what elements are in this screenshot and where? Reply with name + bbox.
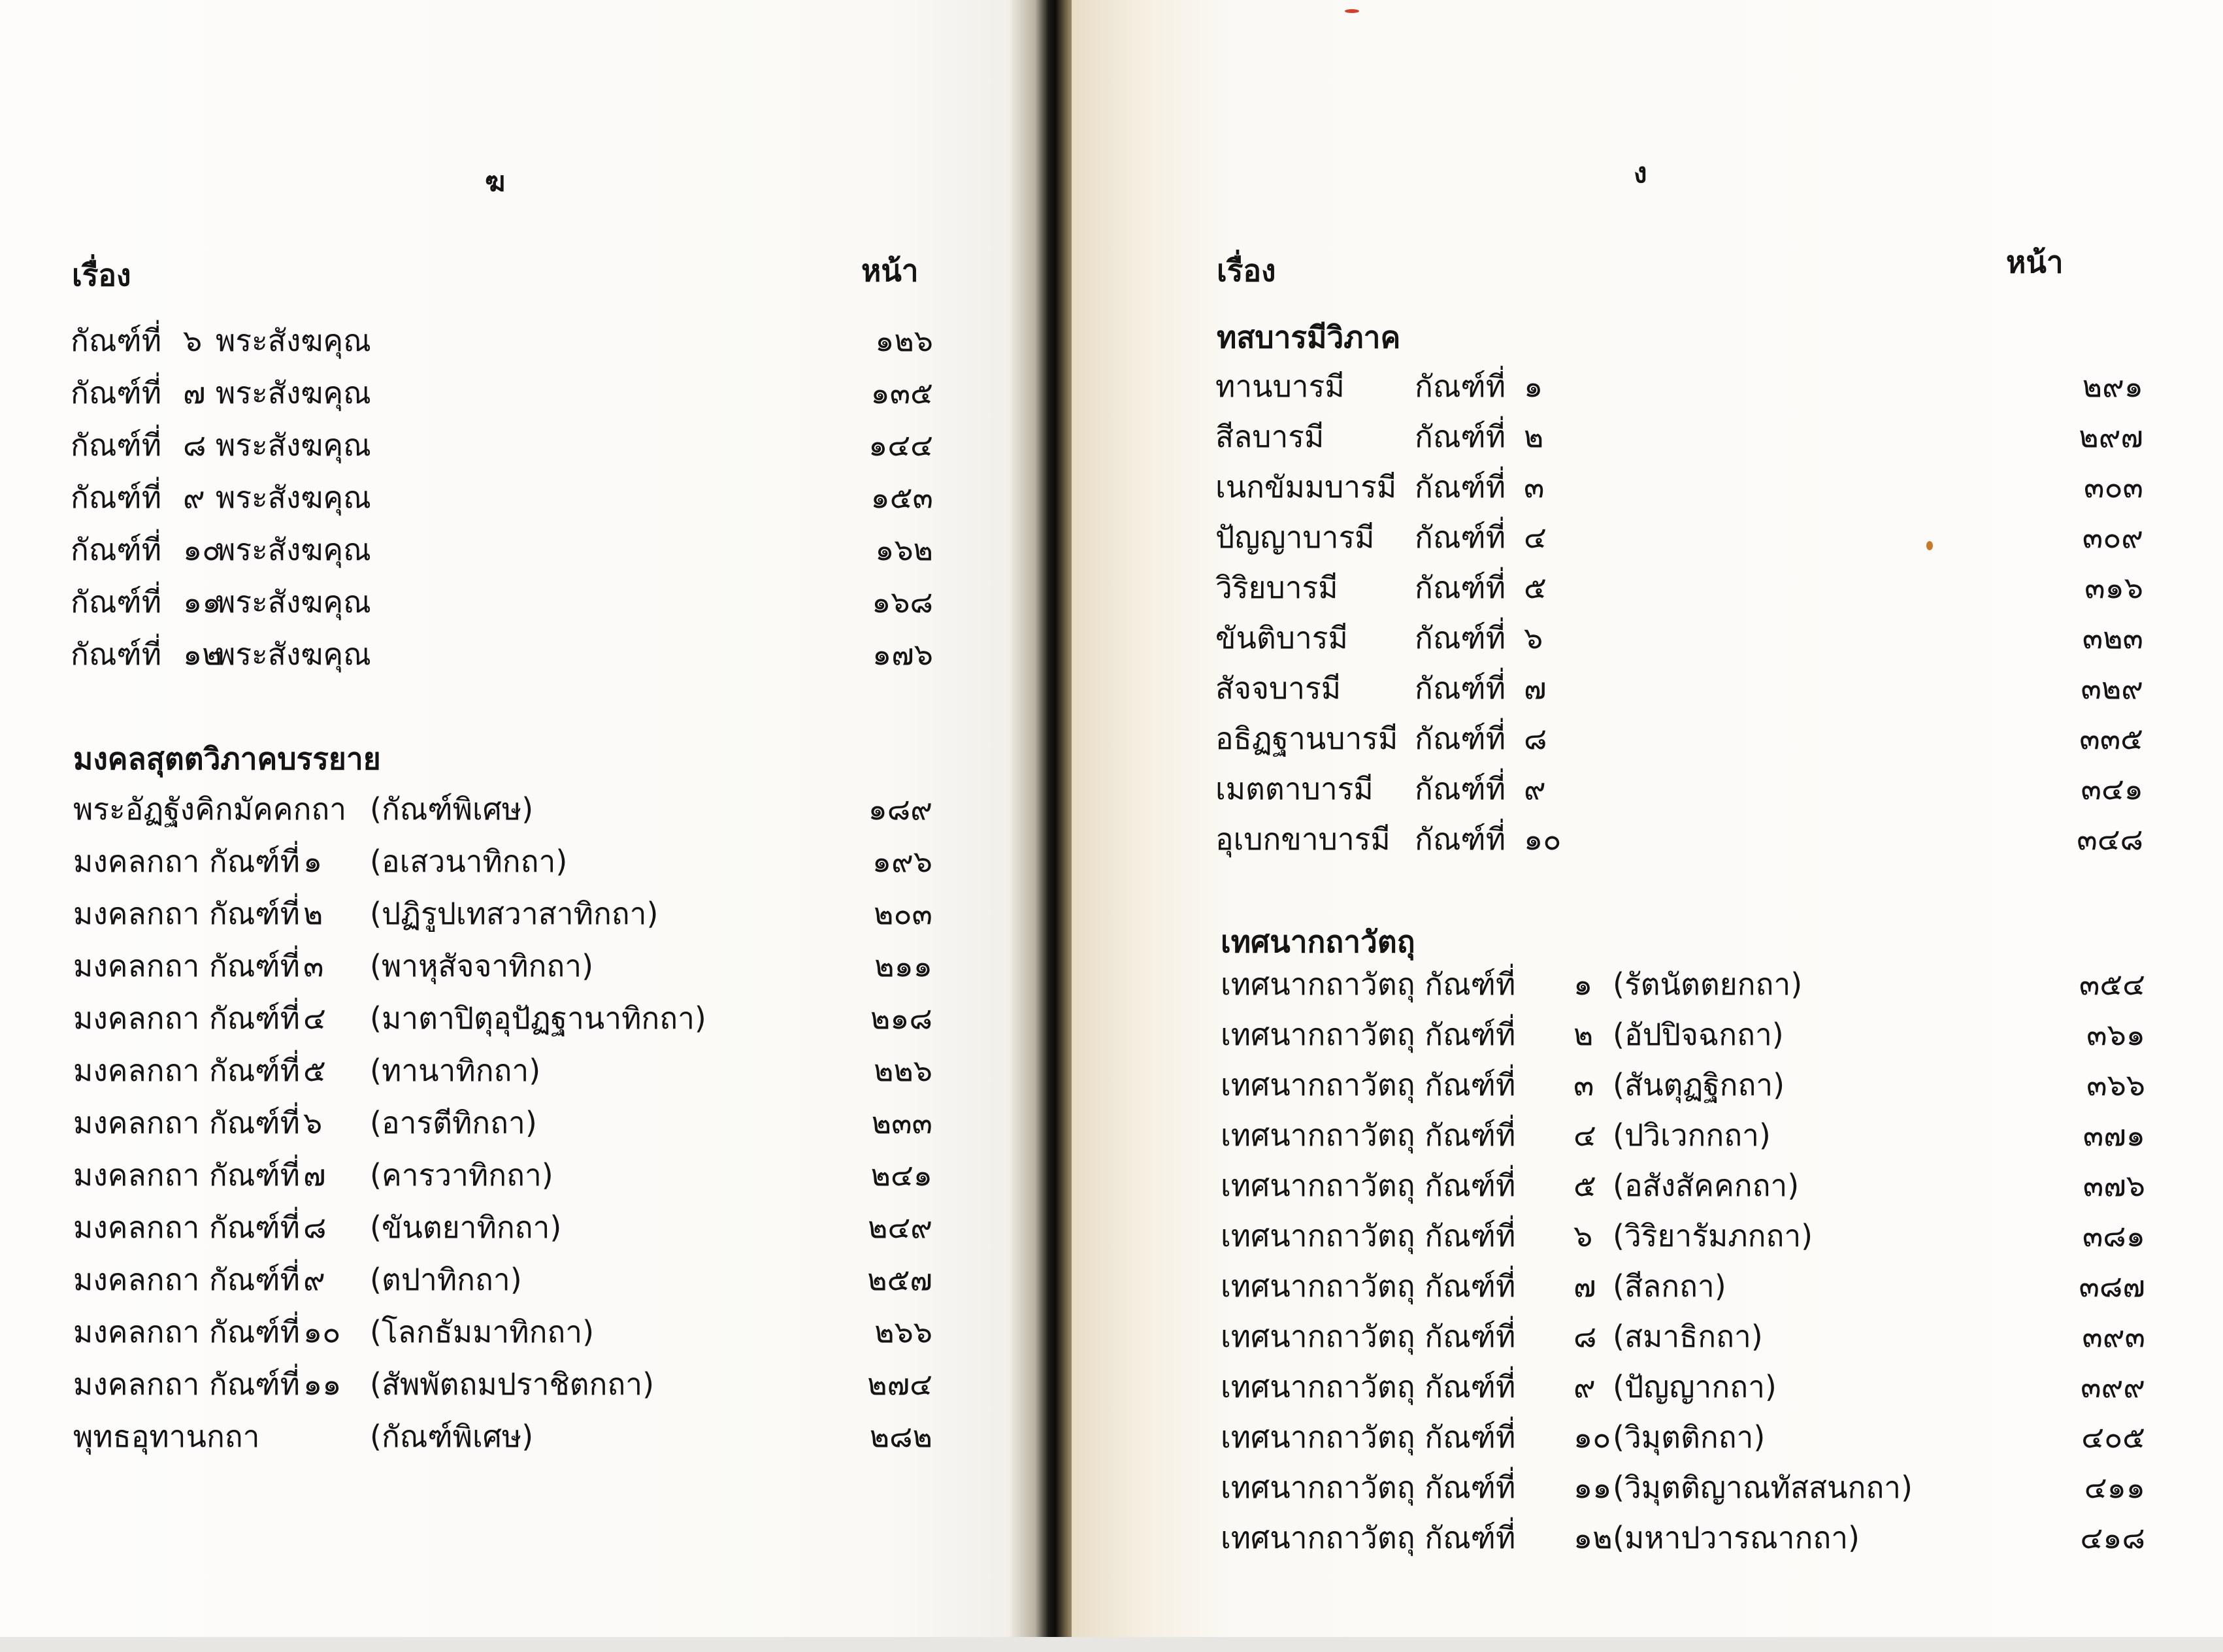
entry-number: ๗ (183, 375, 206, 410)
entry-number: ๕ (1524, 570, 1547, 605)
toc-entry (73, 1151, 932, 1197)
entry-page: ๓๒๓ (2082, 620, 2143, 655)
entry-label: กัณฑ์ที่ (1415, 419, 1506, 454)
entry-page: ๒๓๓ (871, 1105, 932, 1140)
entry-page: ๔๑๑ (2084, 1470, 2145, 1505)
entry-number: ๓ (1573, 1067, 1594, 1102)
entry-number: ๖ (1524, 620, 1543, 655)
entry-page: ๑๒๖ (875, 323, 933, 358)
toc-entry (73, 1256, 932, 1302)
toc-entry (71, 369, 933, 415)
entry-name: มงคลกถา กัณฑ์ที่ (73, 1366, 300, 1402)
toc-entry (1221, 1112, 2145, 1157)
toc-entry (1221, 1464, 2145, 1510)
entry-number: ๘ (1524, 721, 1547, 756)
entry-name: มงคลกถา กัณฑ์ที่ (73, 1314, 300, 1349)
entry-number: ๗ (303, 1157, 326, 1193)
toc-entry (1215, 514, 2143, 559)
toc-entry (1215, 816, 2143, 861)
entry-name: มงคลกถา กัณฑ์ที่ (73, 1262, 300, 1297)
entry-name: กัณฑ์ที่ (71, 323, 162, 358)
entry-page: ๑๙๖ (872, 844, 932, 879)
entry-number: ๑๐ (1524, 821, 1562, 857)
toc-entry (1221, 1313, 2145, 1359)
entry-name: เทศนากถาวัตถุ กัณฑ์ที่ (1221, 1319, 1516, 1354)
entry-name: มงคลกถา กัณฑ์ที่ (73, 1210, 300, 1245)
ink-speck (1345, 9, 1359, 13)
entry-page: ๑๗๖ (872, 636, 933, 672)
entry-page: ๓๗๖ (2083, 1168, 2145, 1203)
entry-title: (กัณฑ์พิเศษ) (370, 1419, 534, 1454)
entry-page: ๒๔๑ (870, 1157, 932, 1193)
toc-entry (73, 942, 932, 988)
entry-title: (ทานาทิกถา) (370, 1053, 541, 1088)
entry-name: เทศนากถาวัตถุ กัณฑ์ที่ (1221, 1117, 1516, 1153)
toc-entry (1215, 715, 2143, 761)
entry-name: กัณฑ์ที่ (71, 636, 162, 672)
entry-page: ๒๗๔ (867, 1366, 932, 1402)
entry-page: ๒๒๖ (874, 1053, 932, 1088)
entry-label: กัณฑ์ที่ (1415, 721, 1506, 756)
entry-page: ๑๖๒ (875, 532, 933, 567)
entry-page: ๓๐๓ (2084, 469, 2143, 504)
entry-number: ๖ (303, 1105, 323, 1140)
section-title: เทศนากถาวัตถุ (1221, 924, 1415, 959)
toc-entry (73, 785, 932, 831)
entry-title: (วิริยารัมภกถา) (1613, 1218, 1813, 1253)
entry-title: (สันตุฏฐิกถา) (1613, 1067, 1785, 1102)
entry-page: ๒๔๙ (868, 1210, 932, 1245)
toc-entry (73, 890, 932, 936)
entry-name: เมตตาบารมี (1215, 771, 1374, 806)
entry-name: ปัญญาบารมี (1215, 520, 1375, 555)
entry-number: ๑๑ (1573, 1470, 1612, 1505)
entry-label: กัณฑ์ที่ (1415, 369, 1506, 404)
toc-entry (73, 995, 932, 1040)
entry-label: กัณฑ์ที่ (1415, 469, 1506, 504)
page-label: ฆ (485, 165, 506, 197)
toc-entry (1215, 363, 2143, 408)
entry-number: ๑ (1573, 966, 1593, 1002)
entry-number: ๑๐ (183, 532, 221, 567)
entry-page: ๒๑๘ (870, 1000, 932, 1036)
section-title: มงคลสุตตวิภาคบรรยาย (73, 741, 381, 776)
entry-page: ๑๘๙ (868, 791, 932, 827)
entry-label: กัณฑ์ที่ (1415, 520, 1506, 555)
entry-name: อุเบกขาบารมี (1215, 821, 1391, 857)
entry-number: ๑๒ (183, 636, 222, 672)
entry-number: ๘ (183, 427, 206, 463)
entry-title: (โลกธัมมาทิกถา) (370, 1314, 595, 1349)
toc-entry (1221, 1212, 2145, 1258)
entry-number: ๑๑ (183, 584, 222, 620)
entry-page: ๑๕๓ (870, 480, 933, 515)
toc-entry (71, 474, 933, 520)
entry-page: ๓๖๑ (2086, 1017, 2145, 1052)
header-subject: เรื่อง (72, 257, 131, 293)
entry-name: เทศนากถาวัตถุ กัณฑ์ที่ (1221, 1168, 1516, 1203)
toc-entry (1221, 1514, 2145, 1560)
entry-page: ๒๑๑ (874, 948, 932, 983)
entry-title: (พาหุสัจจาทิกถา) (370, 948, 594, 983)
entry-page: ๓๙๓ (2082, 1319, 2145, 1354)
toc-entry (1215, 463, 2143, 509)
entry-label: กัณฑ์ที่ (1415, 771, 1506, 806)
entry-page: ๓๘๑ (2082, 1218, 2145, 1253)
toc-entry (73, 1361, 932, 1406)
entry-title: พระสังฆคุณ (216, 375, 371, 410)
entry-page: ๓๕๔ (2079, 966, 2145, 1002)
toc-entry (73, 1413, 932, 1459)
entry-page: ๒๙๗ (2079, 419, 2143, 454)
entry-name: เทศนากถาวัตถุ กัณฑ์ที่ (1221, 1470, 1516, 1505)
entry-number: ๙ (303, 1262, 325, 1297)
entry-number: ๑๐ (303, 1314, 341, 1349)
entry-page: ๓๙๙ (2081, 1369, 2145, 1404)
entry-title: พระสังฆคุณ (216, 584, 371, 620)
entry-number: ๕ (1573, 1168, 1596, 1203)
entry-name: ทานบารมี (1215, 369, 1345, 404)
entry-number: ๙ (1573, 1369, 1596, 1404)
toc-entry (1221, 1263, 2145, 1308)
entry-title: (รัตนัตตยกถา) (1613, 966, 1803, 1002)
entry-title: (ปฏิรูปเทสวาสาทิกถา) (370, 896, 659, 931)
toc-entry (1215, 765, 2143, 811)
entry-title: (กัณฑ์พิเศษ) (370, 791, 534, 827)
entry-title: (ตปาทิกถา) (370, 1262, 522, 1297)
entry-number: ๙ (1524, 771, 1546, 806)
entry-page: ๒๐๓ (874, 896, 932, 931)
entry-number: ๘ (1573, 1319, 1597, 1354)
entry-name: พุทธอุทานกถา (73, 1419, 260, 1454)
section-title: ทสบารมีวิภาค (1217, 320, 1401, 355)
entry-page: ๓๒๙ (2081, 670, 2143, 706)
toc-entry (1221, 1011, 2145, 1057)
toc-entry (73, 1308, 932, 1354)
left-page (0, 0, 1046, 1652)
entry-name: กัณฑ์ที่ (71, 532, 162, 567)
entry-name: มงคลกถา กัณฑ์ที่ (73, 844, 300, 879)
entry-page: ๑๓๕ (870, 375, 933, 410)
entry-number: ๓ (303, 948, 324, 983)
entry-title: (ขันตยาทิกถา) (370, 1210, 562, 1245)
entry-page: ๒๖๖ (874, 1314, 932, 1349)
entry-name: เนกขัมมบารมี (1215, 469, 1397, 504)
entry-label: กัณฑ์ที่ (1415, 821, 1506, 857)
ink-speck (1926, 541, 1933, 550)
entry-name: เทศนากถาวัตถุ กัณฑ์ที่ (1221, 1067, 1516, 1102)
header-subject: เรื่อง (1217, 253, 1276, 288)
page-edge (0, 1637, 2223, 1652)
entry-title: (สัพพัตถมปราชิตกถา) (370, 1366, 655, 1402)
toc-entry (1221, 1061, 2145, 1107)
entry-title: (วิมุตติญาณทัสสนกถา) (1613, 1470, 1913, 1505)
header-page: หน้า (2006, 244, 2064, 280)
entry-name: กัณฑ์ที่ (71, 375, 162, 410)
entry-title: (วิมุตติกถา) (1613, 1419, 1766, 1455)
entry-number: ๒ (1573, 1017, 1594, 1052)
toc-entry (71, 317, 933, 363)
entry-page: ๒๘๒ (869, 1419, 932, 1454)
entry-title: (คารวาทิกถา) (370, 1157, 553, 1193)
entry-number: ๒ (1524, 419, 1544, 454)
toc-entry (71, 578, 933, 624)
entry-page: ๓๘๗ (2079, 1268, 2145, 1304)
entry-page: ๓๔๑ (2081, 771, 2143, 806)
entry-name: เทศนากถาวัตถุ กัณฑ์ที่ (1221, 1369, 1516, 1404)
page-label: ง (1634, 157, 1647, 189)
entry-name: มงคลกถา กัณฑ์ที่ (73, 1157, 300, 1193)
entry-page: ๒๕๗ (867, 1262, 932, 1297)
entry-page: ๒๙๑ (2082, 369, 2143, 404)
entry-name: มงคลกถา กัณฑ์ที่ (73, 896, 300, 931)
entry-number: ๙ (183, 480, 205, 515)
entry-number: ๕ (303, 1053, 326, 1088)
entry-title: (มาตาปิตุอุปัฏฐานาทิกถา) (370, 1000, 706, 1036)
toc-entry (73, 838, 932, 884)
entry-name: เทศนากถาวัตถุ กัณฑ์ที่ (1221, 1017, 1516, 1052)
entry-title: พระสังฆคุณ (216, 323, 371, 358)
entry-title: (อารตีทิกถา) (370, 1105, 537, 1140)
entry-title: พระสังฆคุณ (216, 427, 371, 463)
toc-entry (71, 526, 933, 572)
toc-entry (1221, 1413, 2145, 1459)
toc-entry (73, 1204, 932, 1249)
toc-entry (1221, 1363, 2145, 1409)
entry-number: ๓ (1524, 469, 1545, 504)
entry-number: ๒ (303, 896, 323, 931)
entry-number: ๑๐ (1573, 1419, 1611, 1455)
toc-entry (1215, 665, 2143, 710)
entry-number: ๖ (183, 323, 203, 358)
header-page: หน้า (861, 253, 919, 288)
entry-number: ๑ (1524, 369, 1543, 404)
toc-entry (73, 1047, 932, 1093)
entry-name: สัจจบารมี (1215, 670, 1342, 706)
toc-entry (71, 631, 933, 676)
entry-name: มงคลกถา กัณฑ์ที่ (73, 948, 300, 983)
entry-page: ๔๑๘ (2080, 1520, 2145, 1555)
entry-name: มงคลกถา กัณฑ์ที่ (73, 1000, 300, 1036)
entry-title: (สมาธิกถา) (1613, 1319, 1763, 1354)
entry-page: ๓๓๕ (2079, 721, 2143, 756)
entry-name: พระอัฏฐังคิกมัคคกถา (73, 791, 347, 827)
entry-page: ๓๗๑ (2083, 1117, 2145, 1153)
toc-entry (1215, 564, 2143, 610)
entry-number: ๑๑ (303, 1366, 342, 1402)
entry-label: กัณฑ์ที่ (1415, 670, 1506, 706)
entry-page: ๔๐๕ (2081, 1419, 2145, 1455)
entry-name: เทศนากถาวัตถุ กัณฑ์ที่ (1221, 1268, 1516, 1304)
entry-title: (อเสวนาทิกถา) (370, 844, 568, 879)
entry-title: (ปวิเวกกถา) (1613, 1117, 1771, 1153)
entry-title: (มหาปวารณากถา) (1613, 1520, 1860, 1555)
entry-page: ๑๖๘ (872, 584, 933, 620)
toc-entry (1215, 413, 2143, 459)
entry-number: ๑ (303, 844, 323, 879)
entry-title: (สีลกถา) (1613, 1268, 1726, 1304)
entry-name: กัณฑ์ที่ (71, 427, 162, 463)
entry-name: มงคลกถา กัณฑ์ที่ (73, 1053, 300, 1088)
entry-name: เทศนากถาวัตถุ กัณฑ์ที่ (1221, 1520, 1516, 1555)
entry-number: ๔ (1573, 1117, 1596, 1153)
entry-title: พระสังฆคุณ (216, 480, 371, 515)
entry-title: พระสังฆคุณ (216, 532, 371, 567)
entry-number: ๗ (1524, 670, 1547, 706)
entry-name: เทศนากถาวัตถุ กัณฑ์ที่ (1221, 1419, 1516, 1455)
entry-number: ๖ (1573, 1218, 1593, 1253)
entry-page: ๓๔๘ (2077, 821, 2143, 857)
toc-entry (1221, 1162, 2145, 1208)
entry-name: อธิฏฐานบารมี (1215, 721, 1398, 756)
entry-title: (ปัญญากถา) (1613, 1369, 1777, 1404)
toc-entry (73, 1099, 932, 1145)
entry-name: ขันติบารมี (1215, 620, 1348, 655)
entry-name: เทศนากถาวัตถุ กัณฑ์ที่ (1221, 966, 1516, 1002)
toc-entry (1215, 614, 2143, 660)
entry-page: ๓๖๖ (2086, 1067, 2145, 1102)
entry-page: ๑๔๔ (868, 427, 933, 463)
entry-name: กัณฑ์ที่ (71, 584, 162, 620)
entry-name: เทศนากถาวัตถุ กัณฑ์ที่ (1221, 1218, 1516, 1253)
entry-label: กัณฑ์ที่ (1415, 570, 1506, 605)
entry-label: กัณฑ์ที่ (1415, 620, 1506, 655)
entry-name: กัณฑ์ที่ (71, 480, 162, 515)
toc-entry (1221, 961, 2145, 1006)
entry-name: มงคลกถา กัณฑ์ที่ (73, 1105, 300, 1140)
entry-name: วิริยบารมี (1215, 570, 1338, 605)
entry-title: พระสังฆคุณ (216, 636, 371, 672)
entry-number: ๔ (303, 1000, 326, 1036)
entry-title: (อสังสัคคกถา) (1613, 1168, 1800, 1203)
entry-title: (อัปปิจฉกถา) (1613, 1017, 1784, 1052)
entry-page: ๓๑๖ (2084, 570, 2143, 605)
toc-entry (71, 421, 933, 467)
right-page (1072, 0, 2223, 1652)
entry-name: สีลบารมี (1215, 419, 1325, 454)
entry-number: ๑๒ (1573, 1520, 1613, 1555)
entry-page: ๓๐๙ (2082, 520, 2143, 555)
entry-number: ๔ (1524, 520, 1547, 555)
entry-number: ๘ (303, 1210, 327, 1245)
entry-number: ๗ (1573, 1268, 1596, 1304)
